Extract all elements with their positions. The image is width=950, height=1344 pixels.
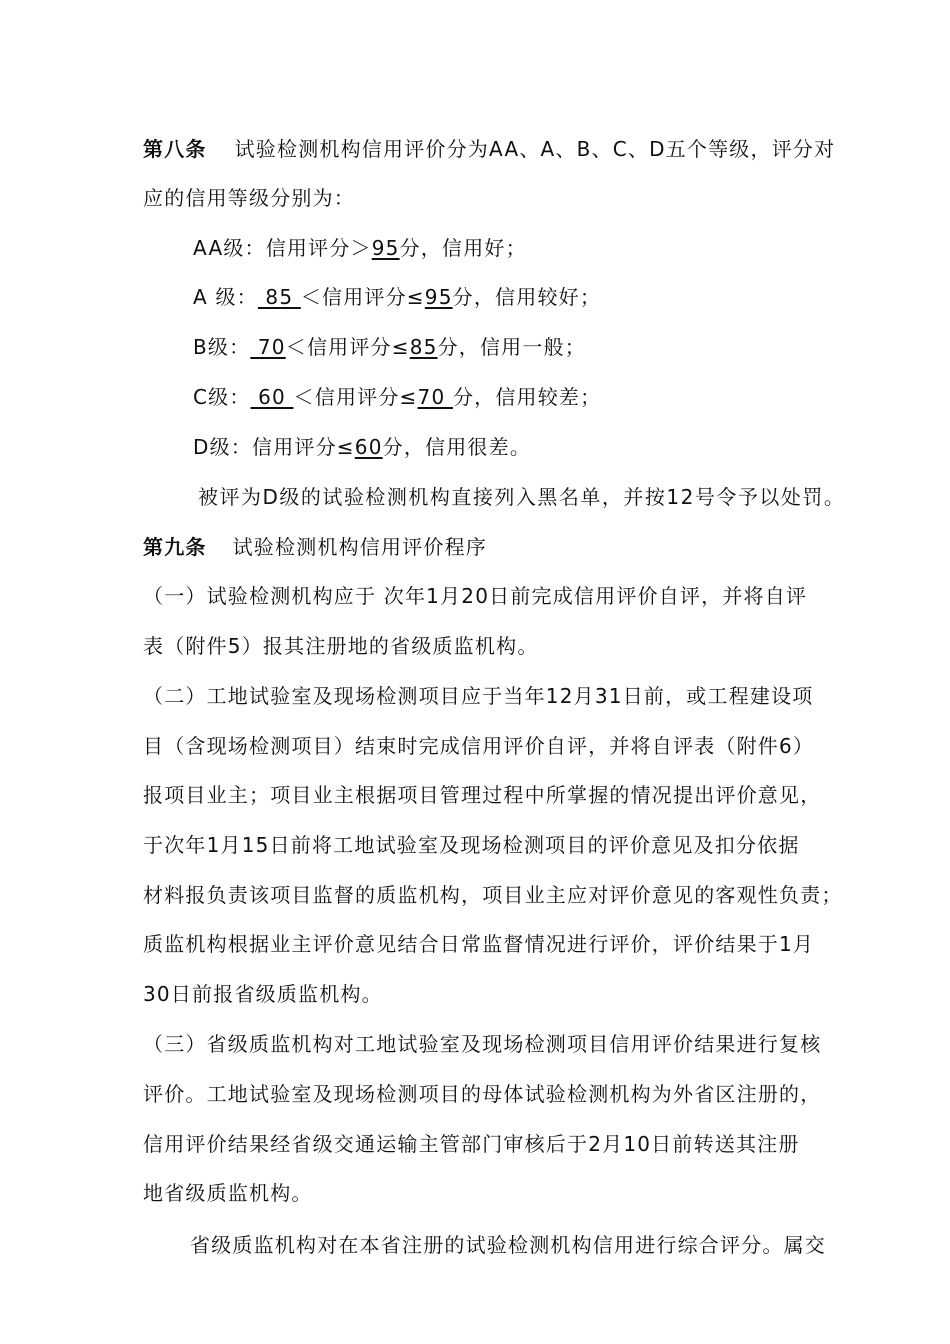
blacklist-note: 被评为D级的试验检测机构直接列入黑名单，并按12号令予以处罚。	[198, 485, 846, 509]
paragraph-3-line-2: 评价。工地试验室及现场检测项目的母体试验检测机构为外省区注册的，	[143, 1082, 822, 1106]
article9-first-line	[143, 534, 487, 560]
article9-title: 试验检测机构信用评价程序	[232, 535, 488, 559]
article8-intro-1: 试验检测机构信用评价分为AA、A、B、C、D五个等级，评分对	[234, 137, 836, 161]
paragraph-3-line-4: 地省级质监机构。	[143, 1181, 313, 1205]
paragraph-4-line-1: 省级质监机构对在本省注册的试验检测机构信用进行综合评分。属交	[190, 1233, 826, 1257]
paragraph-2-line-2: 目（含现场检测项目）结束时完成信用评价自评，并将自评表（附件6）	[143, 734, 815, 758]
paragraph-2-line-6: 质监机构根据业主评价意见结合日常监督情况进行评价，评价结果于1月	[143, 932, 815, 956]
paragraph-2-line-4: 于次年1月15日前将工地试验室及现场检测项目的评价意见及扣分依据	[143, 833, 800, 857]
grade-d: D级：信用评分≤60分，信用很差。	[193, 435, 532, 459]
grade-c: C级： 60 ＜信用评分≤70 分，信用较差；	[193, 385, 602, 409]
article8-intro-2: 应的信用等级分别为：	[143, 186, 355, 210]
paragraph-2-line-5: 材料报负责该项目监督的质监机构，项目业主应对评价意见的客观性负责；	[143, 883, 843, 907]
paragraph-1-line-2: 表（附件5）报其注册地的省级质监机构。	[143, 634, 539, 658]
paragraph-2-line-3: 报项目业主；项目业主根据项目管理过程中所掌握的情况提出评价意见，	[143, 783, 822, 807]
paragraph-2-line-7: 30日前报省级质监机构。	[143, 982, 383, 1006]
paragraph-1-line-1: （一）试验检测机构应于 次年1月20日前完成信用评价自评，并将自评	[143, 584, 808, 608]
article9-heading: 第九条	[143, 535, 207, 559]
grade-b: B级： 70＜信用评分≤85分，信用一般；	[193, 335, 586, 359]
article8-heading: 第八条	[143, 137, 207, 161]
grade-a: A 级： 85 ＜信用评分≤95分，信用较好；	[193, 285, 602, 309]
paragraph-3-line-1: （三）省级质监机构对工地试验室及现场检测项目信用评价结果进行复核	[143, 1032, 822, 1056]
paragraph-2-line-1: （二）工地试验室及现场检测项目应于当年12月31日前，或工程建设项	[143, 684, 814, 708]
paragraph-3-line-3: 信用评价结果经省级交通运输主管部门审核后于2月10日前转送其注册	[143, 1132, 800, 1156]
article8-first-line	[143, 136, 835, 162]
grade-aa: AA级：信用评分＞95分，信用好；	[193, 236, 527, 260]
